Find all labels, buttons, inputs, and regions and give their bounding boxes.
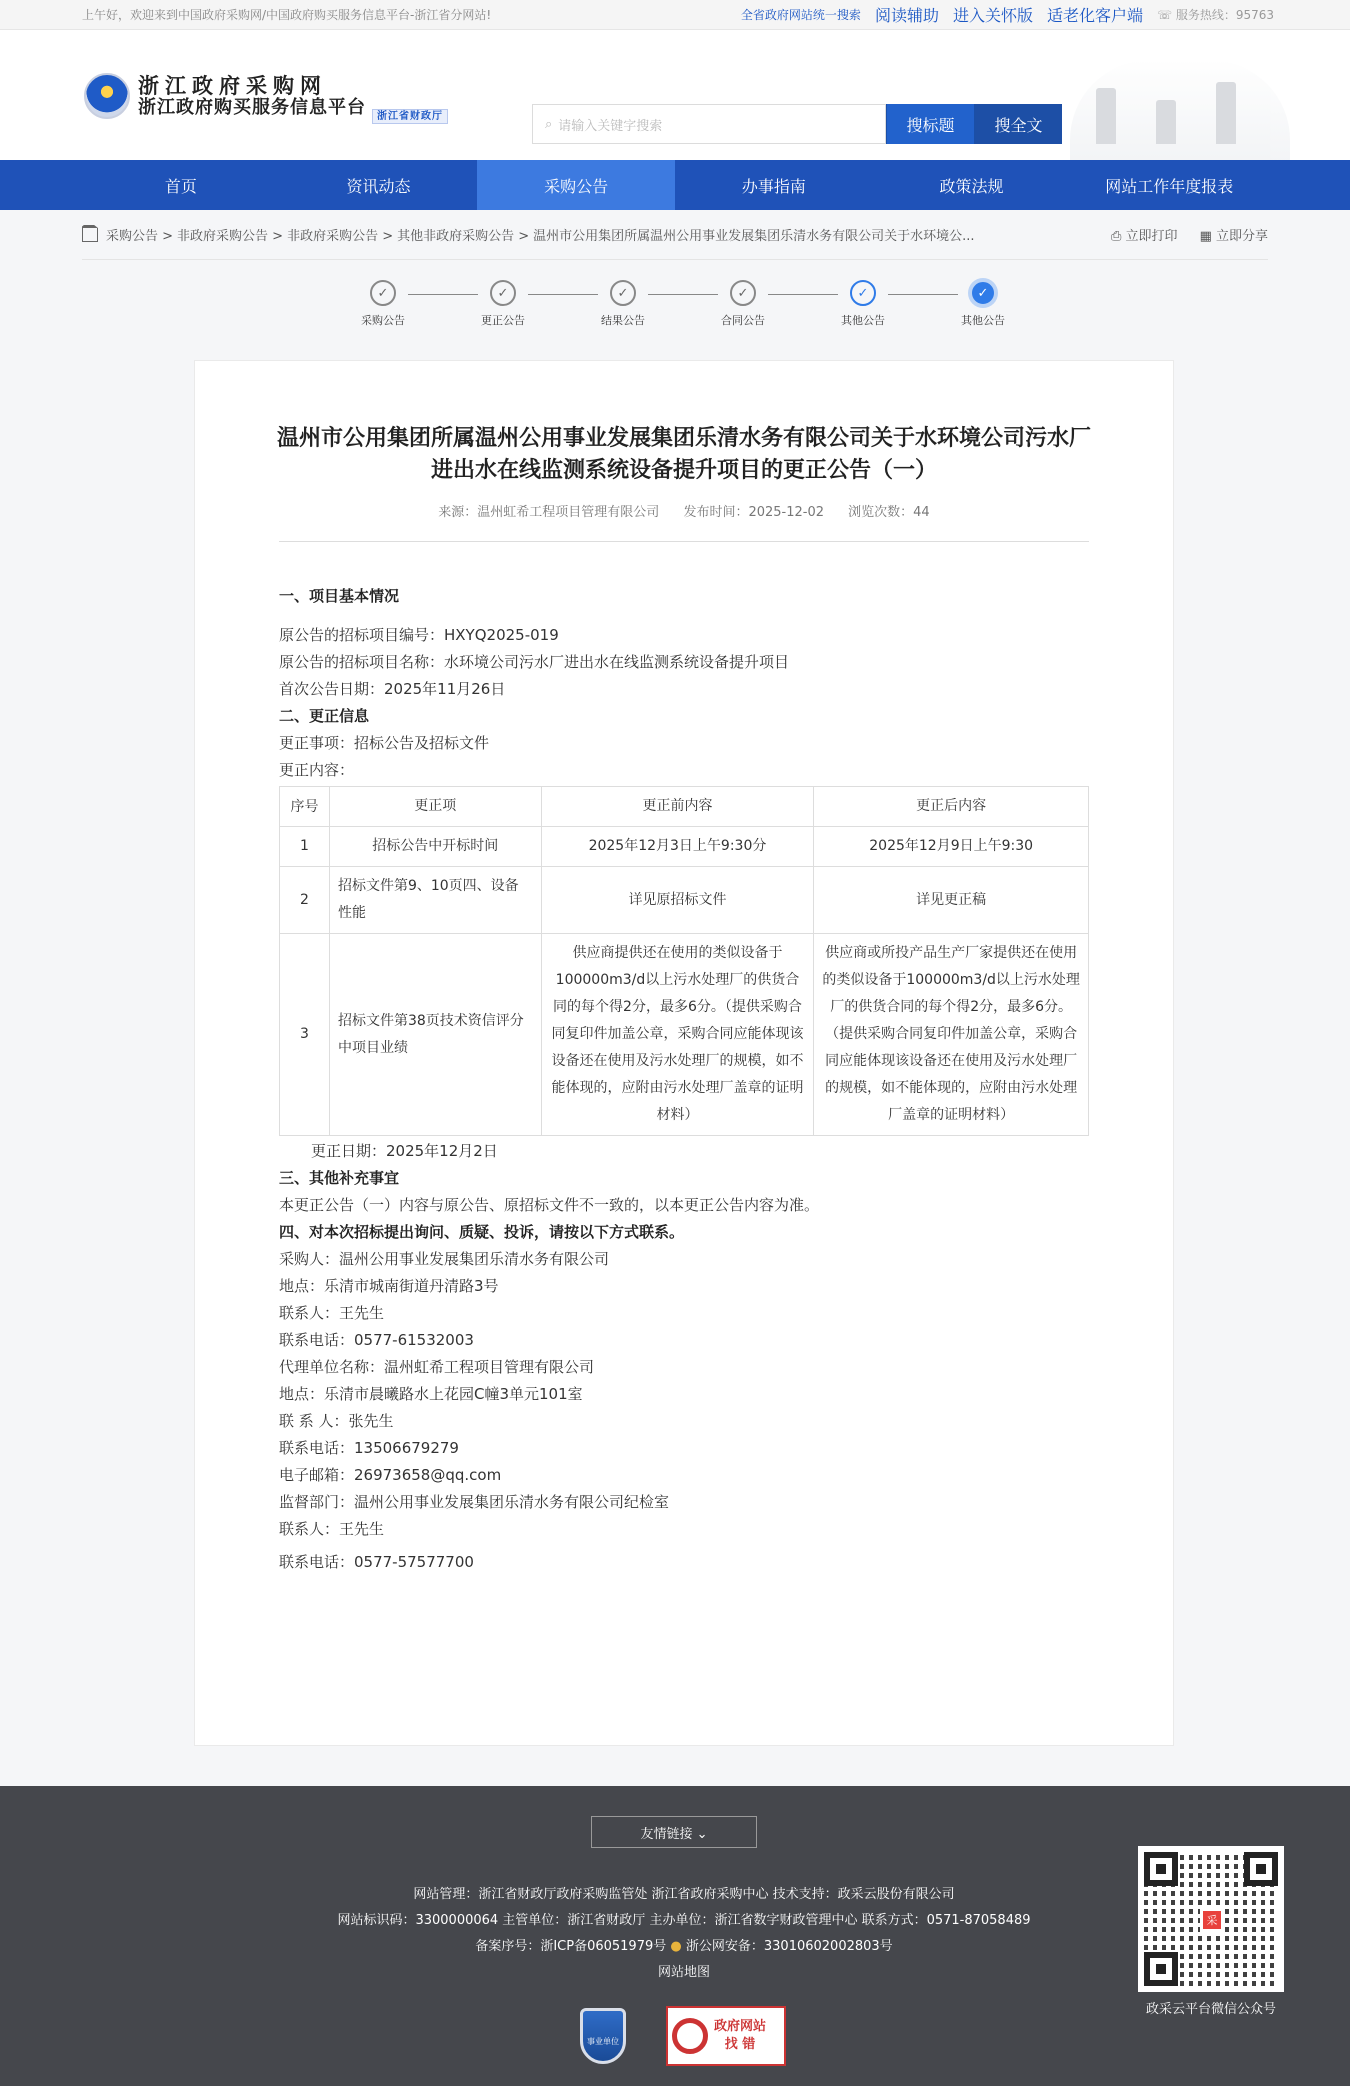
contact-line: 联系人：王先生 [279,1520,385,1538]
nav-procurement[interactable]: 采购公告 [477,160,675,210]
main-nav [0,160,1350,210]
magnifier-icon [672,2018,708,2054]
footer-line: 网站标识码：3300000064 主管单位：浙江省财政厅 主办单位：浙江省数字财政管理中心 联系方式：0571-87058489 [337,1913,1031,1928]
print-button[interactable]: ⎙ 立即打印 [1111,229,1178,244]
table-header: 更正前内容 [541,787,814,827]
step-item[interactable]: ✓ 合同公告 [718,276,768,328]
section-heading: 二、更正信息 [279,707,370,725]
qr-finder [1144,1852,1178,1886]
pagoda-shape [1096,88,1116,144]
search-bar [532,104,1062,144]
contact-line: 监督部门：温州公用事业发展集团乐清水务有限公司纪检室 [279,1493,670,1511]
contact-line: 联 系 人：张先生 [279,1412,394,1430]
qr-logo: 采 [1200,1908,1224,1932]
paragraph: 更正内容： [279,761,355,779]
wechat-qr-code [1138,1846,1284,1992]
crumb-link[interactable]: 其他非政府采购公告 > [397,229,530,244]
crumb-link[interactable]: 采购公告 > [106,229,174,244]
table-header: 更正项 [329,787,541,827]
table-row [280,867,1089,934]
nav-home[interactable]: 首页 [164,176,197,196]
step-connector [648,294,718,295]
care-mode-link[interactable]: 进入关怀版 [952,6,1033,25]
table-cell: 供应商或所投产品生产厂家提供还在使用的类似设备于100000m3/d以上污水处理厂的供货合同的每个得2分，最多6分。（提供采购合同复印件加盖公章，采购合同应能体现该设备还在使用及污水处理厂的规模，如不能体现的，应附由污水处理厂盖章的证明材料） [814,934,1089,1136]
step-item-current[interactable]: ✓ 其他公告 [958,276,1008,328]
nav-annual-report[interactable]: 网站工作年度报表 [1105,176,1234,196]
friend-links-dropdown[interactable]: 友情链接 ⌄ [591,1816,757,1848]
step-connector [888,294,958,295]
qr-icon: ▦ [1199,229,1216,244]
table-header: 序号 [280,787,330,827]
check-icon: ✓ [490,280,516,306]
step-item[interactable]: ✓ 其他公告 [838,276,888,328]
step-connector [528,294,598,295]
welcome-text: 上午好，欢迎来到中国政府采购网/中国政府购买服务信息平台-浙江省分网站! [82,8,492,22]
search-fulltext-button[interactable]: 搜全文 [974,104,1062,144]
table-cell: 招标文件第38页技术资信评分中项目业绩 [329,934,541,1136]
table-header-row [280,787,1089,827]
top-bar [0,0,1350,30]
table-cell: 2025年12月9日上午9:30 [814,827,1089,867]
table-cell: 供应商提供还在使用的类似设备于100000m3/d以上污水处理厂的供货合同的每个得2分，最多6分。（提供采购合同复印件加盖公章，采购合同应能体现该设备还在使用及污水处理厂的规模，如不能体现的，应附由污水处理厂盖章的证明材料） [541,934,814,1136]
table-cell: 详见更正稿 [814,867,1089,934]
check-icon: ✓ [730,280,756,306]
section-heading: 三、其他补充事宜 [279,1169,400,1187]
share-button[interactable]: ▦ 立即分享 [1199,229,1268,244]
table-cell: 2025年12月3日上午9:30分 [541,827,814,867]
pagoda-shape [1156,100,1176,144]
step-connector [768,294,838,295]
contact-line: 联系电话：0577-61532003 [279,1331,474,1349]
section-heading: 一、项目基本情况 [279,587,400,605]
home-icon[interactable] [82,228,98,242]
article-source: 来源：温州虹希工程项目管理有限公司 [438,505,660,520]
institution-badge[interactable]: 事业单位 [580,2008,626,2064]
table-cell: 招标公告中开标时间 [329,827,541,867]
printer-icon: ⎙ [1111,229,1126,244]
table-cell: 1 [280,827,330,867]
qr-finder [1144,1952,1178,1986]
article-publish-time: 发布时间：2025-12-02 [683,505,825,520]
breadcrumb [82,210,1268,260]
contact-line: 电子邮箱：26973658@qq.com [279,1466,502,1484]
article-body [279,583,1089,1576]
logo-subtitle: 浙江政府购买服务信息平台 $_{浙江省财政厅}$ [138,98,448,119]
footer-line: 网站管理：浙江省财政厅政府采购监管处 浙江省政府采购中心 技术支持：政采云股份有限公司 [413,1887,955,1902]
step-item[interactable]: ✓ 采购公告 [358,276,408,328]
check-icon: ✓ [370,280,396,306]
check-icon: ✓ [610,280,636,306]
crumb-link[interactable]: 非政府采购公告 > [177,229,284,244]
table-cell: 详见原招标文件 [541,867,814,934]
check-icon: ✓ [970,280,996,306]
contact-line: 联系电话：0577-57577700 [279,1553,474,1571]
qr-finder [1244,1852,1278,1886]
nav-policy[interactable]: 政策法规 [939,176,1004,196]
section-heading: 四、对本次招标提出询问、质疑、投诉，请按以下方式联系。 [279,1223,685,1241]
contact-line: 代理单位名称：温州虹希工程项目管理有限公司 [279,1358,595,1376]
step-connector [408,294,478,295]
correction-table [279,786,1089,1136]
article-card [194,360,1174,1746]
table-row [280,827,1089,867]
logo-title: 浙江政府采购网 [138,73,327,98]
table-cell: 招标文件第9、10页四、设备性能 [329,867,541,934]
phone-icon: ☏ [1156,8,1176,22]
gov-site-error-badge[interactable]: 政府网站 找 错 [666,2006,786,2066]
paragraph: 原公告的招标项目名称：水环境公司污水厂进出水在线监测系统设备提升项目 [279,653,790,671]
contact-line: 联系电话：13506679279 [279,1439,459,1457]
icp-link[interactable]: 备案序号：浙ICP备06051979号 [475,1939,667,1954]
divider [279,541,1089,542]
crumb-link[interactable]: 非政府采购公告 > [287,229,394,244]
site-logo[interactable] [84,73,448,122]
crumb-current: 温州市公用集团所属温州公用事业发展集团乐清水务有限公司关于水环境公... [533,229,975,244]
paragraph: 原公告的招标项目编号：HXYQ2025-019 [279,626,559,644]
elder-client-link[interactable]: 适老化客户端 [1046,6,1143,25]
paragraph: 更正事项：招标公告及招标文件 [279,734,490,752]
article-views: 浏览次数：44 [848,505,930,520]
announcement-steps [358,276,1008,328]
hotline: ☏ 服务热线：95763 [1156,8,1274,22]
nav-guide[interactable]: 办事指南 [741,176,806,196]
contact-line: 地点：乐清市晨曦路水上花园C幢3单元101室 [279,1385,583,1403]
search-icon: ⌕ [545,116,553,132]
table-cell: 3 [280,934,330,1136]
table-cell: 2 [280,867,330,934]
paragraph: 首次公告日期：2025年11月26日 [279,680,506,698]
paragraph: 本更正公告（一）内容与原公告、原招标文件不一致的，以本更正公告内容为准。 [279,1196,820,1214]
contact-line: 地点：乐清市城南街道丹清路3号 [279,1277,499,1295]
nav-news[interactable]: 资讯动态 [346,176,411,196]
article-title: 温州市公用集团所属温州公用事业发展集团乐清水务有限公司关于水环境公司污水厂进出水在线监测系统设备提升项目的更正公告（一） [276,426,1091,483]
search-title-button[interactable]: 搜标题 [886,104,974,144]
pagoda-decoration [1070,60,1290,160]
police-record-link[interactable]: 浙公网安备：33010602002803号 [685,1939,893,1954]
step-item[interactable]: ✓ 结果公告 [598,276,648,328]
table-header: 更正后内容 [814,787,1089,827]
search-input[interactable]: ⌕ 请输入关键字搜索 [532,104,886,144]
table-row [280,934,1089,1136]
emblem-icon [84,73,130,119]
contact-line: 联系人：王先生 [279,1304,385,1322]
check-icon: ✓ [850,280,876,306]
step-item[interactable]: ✓ 更正公告 [478,276,528,328]
unified-search-link[interactable]: 全省政府网站统一搜索 [740,8,861,22]
paragraph: 更正日期：2025年12月2日 [311,1142,498,1160]
pagoda-shape [1216,82,1236,144]
article-meta [195,501,1173,520]
qr-label: 政采云平台微信公众号 [1145,2002,1276,2017]
logo-tag: 浙江省财政厅 [372,109,448,124]
contact-line: 采购人：温州公用事业发展集团乐清水务有限公司 [279,1250,610,1268]
site-footer [0,1786,1350,2086]
reading-aid-link[interactable]: 阅读辅助 [874,6,939,25]
footer-badges [580,2006,786,2066]
site-header [0,30,1350,160]
police-icon: ● [670,1939,682,1954]
sitemap-link[interactable]: 网站地图 [657,1965,710,1980]
